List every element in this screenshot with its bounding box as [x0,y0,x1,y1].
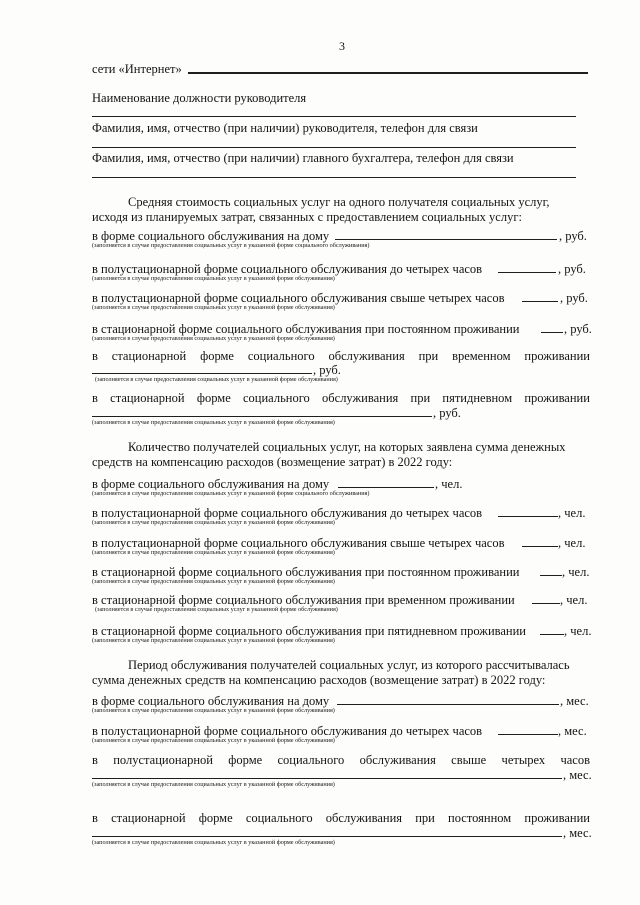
page-number: 3 [339,39,345,53]
word: стационарной [111,349,187,363]
word: в [92,753,98,767]
cost-home-unit: , руб. [559,229,587,243]
word: форме [200,349,234,363]
count-home-field[interactable] [338,487,434,488]
count-semi-under4-label: в полустационарной форме социального обслуживания до четырех часов [92,506,483,520]
word: обслуживания [328,349,405,363]
word: четырех [501,753,546,767]
word: при [415,811,435,825]
period-stat-perm-unit: , мес. [563,826,592,840]
internet-label: сети «Интернет» [92,62,182,76]
word: стационарной [110,391,185,405]
period-home-label: в форме социального обслуживания на дому [92,694,330,708]
word: социального [247,349,315,363]
word: проживании [524,391,590,405]
period-semi-under4-note: (заполняется в случае предоставления социальных услуг в указанной форме обслуживания) [92,737,335,744]
count-stat-5day-field[interactable] [540,634,564,635]
period-semi-over4-line [92,753,590,767]
word: полустационарной [113,753,213,767]
cost-stat-5day-note: (заполняется в случае предоставления социальных услуг в указанной форме обслуживания) [92,419,335,426]
count-stat-temp-unit: , чел. [560,593,588,607]
cost-stat-perm-label: в стационарной форме социального обслуживания при постоянном проживании [92,322,520,336]
cost-intro-line1: Средняя стоимость социальных услуг на одного получателя социальных услуг, [128,195,550,209]
word: при [410,391,431,405]
word: обслуживания [322,391,399,405]
cost-semi-under4-field[interactable] [498,272,556,273]
count-intro-line1: Количество получателей социальных услуг, на которых заявлена сумма денежных [128,440,566,454]
word: форме [196,391,231,405]
period-semi-over4-field[interactable] [92,778,562,779]
word: в [92,349,98,363]
count-stat-perm-label: в стационарной форме социального обслуживания при постоянном проживании [92,565,520,579]
period-semi-over4-note: (заполняется в случае предоставления социальных услуг в указанной форме обслуживания) [92,781,335,788]
cost-home-label: в форме социального обслуживания на дому [92,229,330,243]
count-stat-temp-field[interactable] [532,603,560,604]
accountant-label: Фамилия, имя, отчество (при наличии) главного бухгалтера, телефон для связи [92,151,514,165]
count-semi-over4-note: (заполняется в случае предоставления социальных услуг в указанной форме обслуживания) [92,549,335,556]
accountant-field[interactable] [92,177,576,178]
cost-semi-over4-unit: , руб. [560,291,588,305]
cost-stat-temp-line [92,349,590,363]
period-stat-perm-note: (заполняется в случае предоставления социальных услуг в указанной форме обслуживания) [92,839,335,846]
count-stat-temp-label: в стационарной форме социального обслуживания при временном проживании [92,593,515,607]
position-label: Наименование должности руководителя [92,91,307,105]
cost-home-field[interactable] [335,239,557,240]
period-stat-perm-field[interactable] [92,836,562,837]
cost-semi-over4-label: в полустационарной форме социального обслуживания свыше четырех часов [92,291,505,305]
cost-intro-line2: исходя из планируемых затрат, связанных с предоставлением социальных услуг: [92,210,522,224]
word: стационарной [111,811,186,825]
word: часов [560,753,590,767]
word: социального [243,391,310,405]
count-stat-temp-note: (заполняется в случае предоставления социальных услуг в указанной форме обслуживания) [95,606,338,613]
period-home-field[interactable] [337,704,559,705]
count-stat-5day-unit: , чел. [564,624,592,638]
word: постоянном [448,811,512,825]
word: социального [277,753,345,767]
period-home-unit: , мес. [560,694,589,708]
word: в [92,391,98,405]
period-semi-under4-unit: , мес. [558,724,587,738]
count-stat-perm-note: (заполняется в случае предоставления социальных услуг в указанной форме обслуживания) [92,578,335,585]
count-semi-under4-note: (заполняется в случае предоставления социальных услуг в указанной форме обслуживания) [92,519,335,526]
cost-stat-perm-note: (заполняется в случае предоставления социальных услуг в указанной форме обслуживания) [92,335,335,342]
period-stat-perm-line [92,811,590,825]
cost-stat-perm-unit: , руб. [564,322,592,336]
count-semi-over4-label: в полустационарной форме социального обслуживания свыше четырех часов [92,536,505,550]
period-semi-under4-label: в полустационарной форме социального обслуживания до четырех часов [92,724,483,738]
head-field[interactable] [92,147,576,148]
position-field[interactable] [92,116,576,117]
count-home-label: в форме социального обслуживания на дому [92,477,330,491]
count-semi-over4-unit: , чел. [558,536,586,550]
word: обслуживания [359,753,436,767]
cost-semi-under4-label: в полустационарной форме социального обслуживания до четырех часов [92,262,483,276]
word: в [92,811,98,825]
count-home-note: (заполняется в случае предоставления социальных услуг в указанной форме социального обслуживания) [92,490,370,497]
cost-stat-temp-field[interactable] [92,373,312,374]
cost-semi-under4-unit: , руб. [558,262,586,276]
period-semi-under4-field[interactable] [498,734,558,735]
cost-stat-temp-unit: , руб. [313,363,341,377]
cost-stat-5day-line [92,391,590,405]
word: свыше [451,753,487,767]
period-semi-over4-unit: , мес. [563,768,592,782]
word: обслуживания [325,811,403,825]
word: при [418,349,439,363]
count-stat-perm-field[interactable] [540,575,562,576]
period-intro-line1: Период обслуживания получателей социальных услуг, из которого рассчитывалась [128,658,570,672]
cost-semi-under4-note: (заполняется в случае предоставления социальных услуг в указанной форме обслуживания) [92,275,335,282]
count-stat-perm-unit: , чел. [562,565,590,579]
count-intro-line2: средств на компенсацию расходов (возмещение затрат) в 2022 году: [92,455,453,469]
count-stat-5day-note: (заполняется в случае предоставления социальных услуг в указанной форме обслуживания) [92,637,335,644]
count-semi-under4-unit: , чел. [558,506,586,520]
count-stat-5day-label: в стационарной форме социального обслуживания при пятидневном проживании [92,624,526,638]
cost-home-note: (заполняется в случае предоставления социальных услуг в указанной форме социального обслуживания) [92,242,370,249]
cost-semi-over4-note: (заполняется в случае предоставления социальных услуг в указанной форме обслуживания) [92,304,335,311]
period-intro-line2: сумма денежных средств на компенсацию расходов (возмещение затрат) в 2022 году: [92,673,546,687]
word: социального [245,811,313,825]
cost-stat-5day-unit: , руб. [433,406,461,420]
count-semi-over4-field[interactable] [522,546,558,547]
cost-semi-over4-field[interactable] [522,301,558,302]
period-home-note: (заполняется в случае предоставления социальных услуг в указанной форме обслуживания) [92,707,335,714]
count-home-unit: , чел. [435,477,463,491]
word: проживании [524,349,590,363]
word: проживании [524,811,590,825]
cost-stat-5day-field[interactable] [92,416,432,417]
cost-stat-temp-note: (заполняется в случае предоставления социальных услуг в указанной форме обслуживания) [95,376,338,383]
word: форме [198,811,233,825]
word: временном [452,349,511,363]
cost-stat-perm-field[interactable] [541,332,563,333]
internet-field[interactable] [188,72,588,74]
word: пятидневном [442,391,513,405]
word: форме [228,753,263,767]
count-semi-under4-field[interactable] [498,516,558,517]
head-label: Фамилия, имя, отчество (при наличии) руководителя, телефон для связи [92,121,478,135]
